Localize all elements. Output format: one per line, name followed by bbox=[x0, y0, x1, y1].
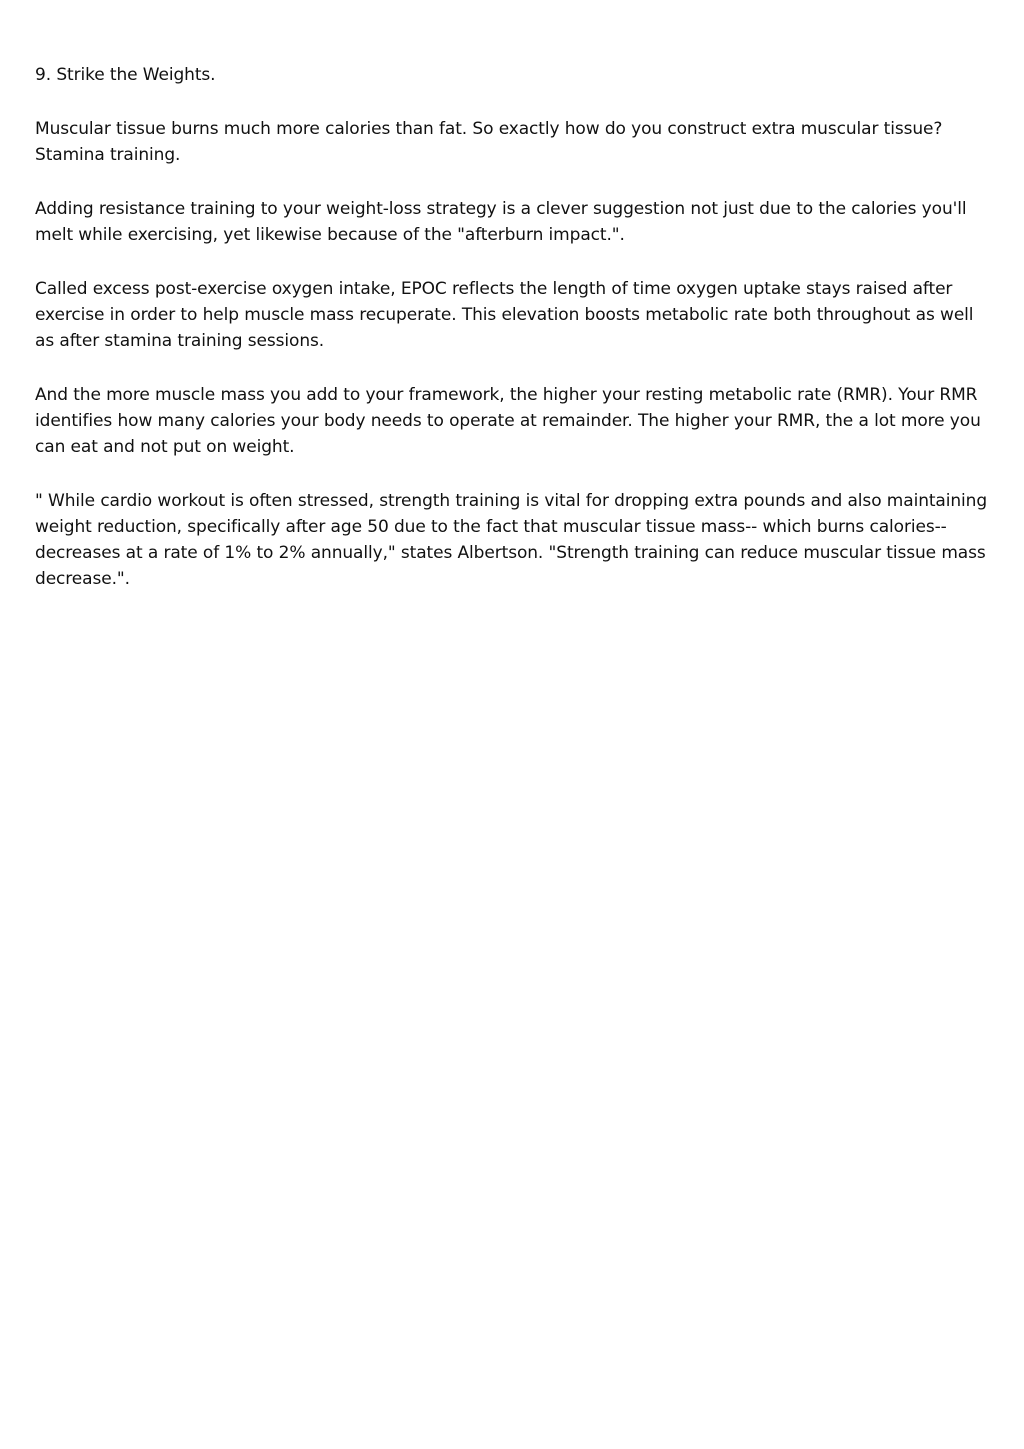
section-heading: 9. Strike the Weights. bbox=[35, 65, 216, 85]
paragraph-resistance-training: Adding resistance training to your weight-loss strategy is a clever suggestion not just due to the calories you'll melt while exercising, yet likewise because of the "afterburn impact.". bbox=[35, 199, 967, 245]
paragraph-rmr: And the more muscle mass you add to your framework, the higher your resting metabolic rate (RMR). Your RMR identifies how many calories your body needs to operate at remainder. The higher your RMR, the a lot more you can eat and not put on weight. bbox=[35, 385, 981, 457]
paragraph-muscle-calories: Muscular tissue burns much more calories than fat. So exactly how do you construct extra muscular tissue? Stamina training. bbox=[35, 119, 943, 165]
document-page bbox=[35, 62, 990, 620]
paragraph-epoc: Called excess post-exercise oxygen intake, EPOC reflects the length of time oxygen uptake stays raised after exercise in order to help muscle mass recuperate. This elevation boosts metabolic rate both throughout as well as after stamina training sessions. bbox=[35, 279, 974, 351]
paragraph-quote-albertson: " While cardio workout is often stressed, strength training is vital for dropping extra pounds and also maintaining weight reduction, specifically after age 50 due to the fact that muscular tissue mass-- which burns calories-- decreases at a rate of 1% to 2% annually," states Albertson. "Strength training can reduce muscular tissue mass decrease.". bbox=[35, 491, 988, 589]
